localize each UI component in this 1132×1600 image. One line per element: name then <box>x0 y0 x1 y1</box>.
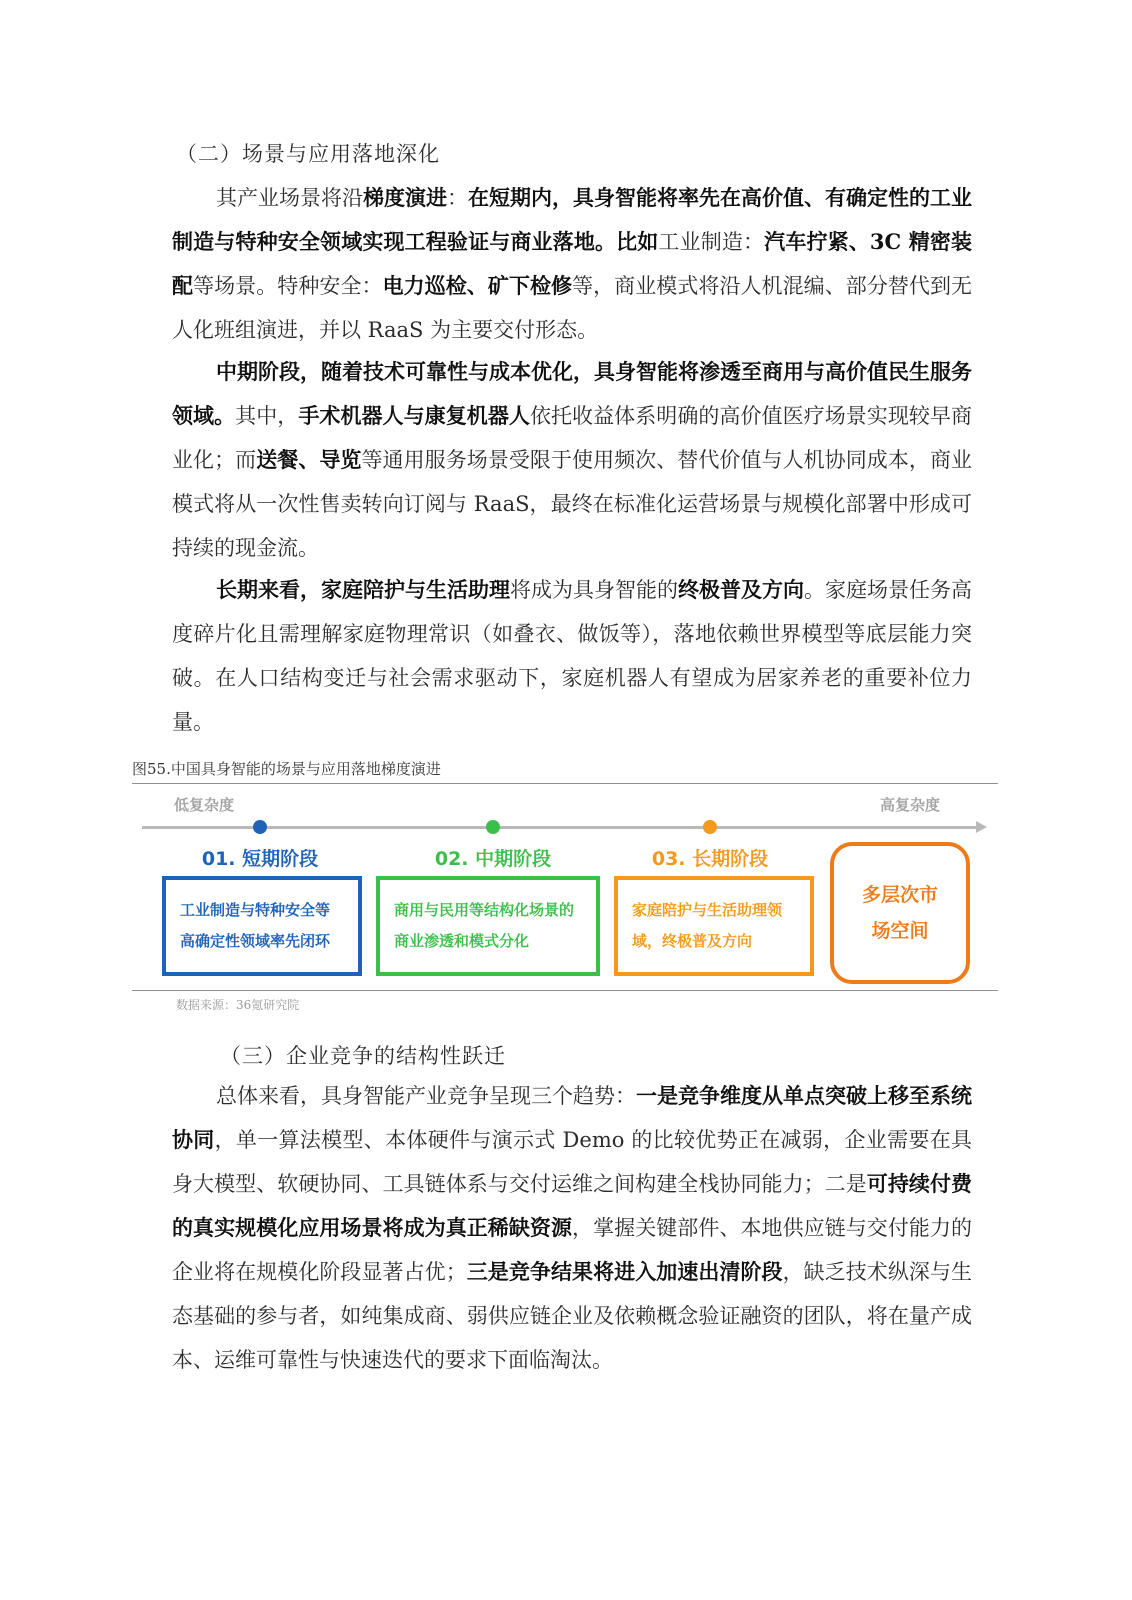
stage-1-dot <box>253 820 267 834</box>
text: ，缺乏技术纵深与生态基础的参与者，如纯集成商、弱供应链企业及依赖概念验证融资的团队，将在量产成本、运维可靠性与快速迭代的要求下面临淘汰。 <box>172 1260 973 1372</box>
section-heading-3: （三）企业竞争的结构性跃迁 <box>220 1044 506 1068</box>
axis-arrow-icon <box>976 821 987 833</box>
stage-2-box <box>376 876 600 976</box>
text: 等通用服务场景受限于使用频次、替代价值与人机协同成本，商业模式将从一次性售卖转向订阅与 RaaS，最终在标准化运营场景与规模化部署中形成可持续的现金流。 <box>172 448 973 560</box>
complexity-axis <box>142 826 978 829</box>
data-source: 数据来源：36氪研究院 <box>176 998 300 1012</box>
stage-2-line-1: 商用与民用等结构化场景的 <box>394 901 575 919</box>
bold-text: 可持续付费的真实规模化应用场景将成为真正稀缺资源 <box>172 1171 972 1240</box>
bold-text: 三是竞争结果将进入加速出清阶段 <box>466 1259 783 1284</box>
stage-1-title: 01. 短期阶段 <box>201 848 319 870</box>
high-complexity-label: 高复杂度 <box>880 796 941 814</box>
text: 。家庭场景任务高度碎片化且需理解家庭物理常识（如叠衣、做饭等），落地依赖世界模型等底层能力突破。在人口结构变迁与社会需求驱动下，家庭机器人有望成为居家养老的重要补位力量。 <box>172 578 972 734</box>
text: ，单一算法模型、本体硬件与演示式 Demo 的比较优势正在减弱，企业需要在具身大模型、软硬协同、工具链体系与交付运维之间构建全栈协同能力；二是 <box>172 1128 973 1196</box>
stage-3-line-2: 域，终极普及方向 <box>632 932 753 950</box>
stage-1-line-1: 工业制造与特种安全等 <box>180 901 331 919</box>
text: 总体来看，具身智能产业竞争呈现三个趋势： <box>216 1084 636 1108</box>
text: 其产业场景将沿 <box>216 186 363 210</box>
stage-2-title: 02. 中期阶段 <box>434 848 552 870</box>
paragraph-mid-term <box>172 350 972 570</box>
text: ，掌握关键部件、本地供应链与交付能力的企业将在规模化阶段显著占优； <box>172 1216 973 1284</box>
stage-3-box <box>614 876 814 976</box>
paragraph-competition <box>172 1074 972 1382</box>
bold-text: 长期来看，家庭陪护与生活助理 <box>216 577 510 602</box>
bold-text: 终极普及方向 <box>678 577 804 602</box>
stage-3-title: 03. 长期阶段 <box>651 848 769 870</box>
section-heading-2: （二）场景与应用落地深化 <box>176 142 440 166</box>
text: 将成为具身智能的 <box>510 578 678 602</box>
bold-text: 中期阶段，随着技术可靠性与成本优化，具身智能将渗透至商用与高价值民生服务领域。 <box>172 359 972 428</box>
paragraph-short-term <box>172 176 972 352</box>
stage-1-box <box>162 876 362 976</box>
bold-text: 在短期内，具身智能将率先在高价值、有确定性的工业制造与特种安全领域实现工程验证与商业落地。比如 <box>172 185 972 254</box>
text: 等场景。特种安全： <box>193 274 383 298</box>
market-line-1: 多层次市 <box>861 884 938 906</box>
stage-1-line-2: 高确定性领域率先闭环 <box>180 932 331 950</box>
figure-bottom-rule <box>132 990 998 991</box>
stage-2-line-2: 商业渗透和模式分化 <box>394 932 530 950</box>
bold-text: 汽车拧紧、3C 精密装配 <box>172 229 972 298</box>
figure-caption: 图55.中国具身智能的场景与应用落地梯度演进 <box>132 760 441 778</box>
text: ： <box>447 186 468 210</box>
text: 其中， <box>235 404 299 428</box>
figure-top-rule <box>132 783 998 784</box>
stage-3-line-1: 家庭陪护与生活助理领 <box>632 901 783 919</box>
paragraph-long-term <box>172 568 972 744</box>
market-line-2: 场空间 <box>871 920 929 942</box>
bold-text: 一是竞争维度从单点突破上移至系统协同 <box>172 1083 972 1152</box>
low-complexity-label: 低复杂度 <box>174 796 235 814</box>
stage-2-dot <box>486 820 500 834</box>
text: 依托收益体系明确的高价值医疗场景实现较早商业化；而 <box>172 404 973 472</box>
bold-text: 送餐、导览 <box>256 447 362 472</box>
bold-text: 手术机器人与康复机器人 <box>298 403 530 428</box>
stage-3-dot <box>703 820 717 834</box>
text: 等，商业模式将沿人机混编、部分替代到无人化班组演进，并以 RaaS 为主要交付形态。 <box>172 274 973 342</box>
bold-text: 梯度演进 <box>363 185 447 210</box>
text: 工业制造： <box>658 230 765 254</box>
bold-text: 电力巡检、矿下检修 <box>382 273 573 298</box>
multi-level-market-box <box>830 842 970 984</box>
